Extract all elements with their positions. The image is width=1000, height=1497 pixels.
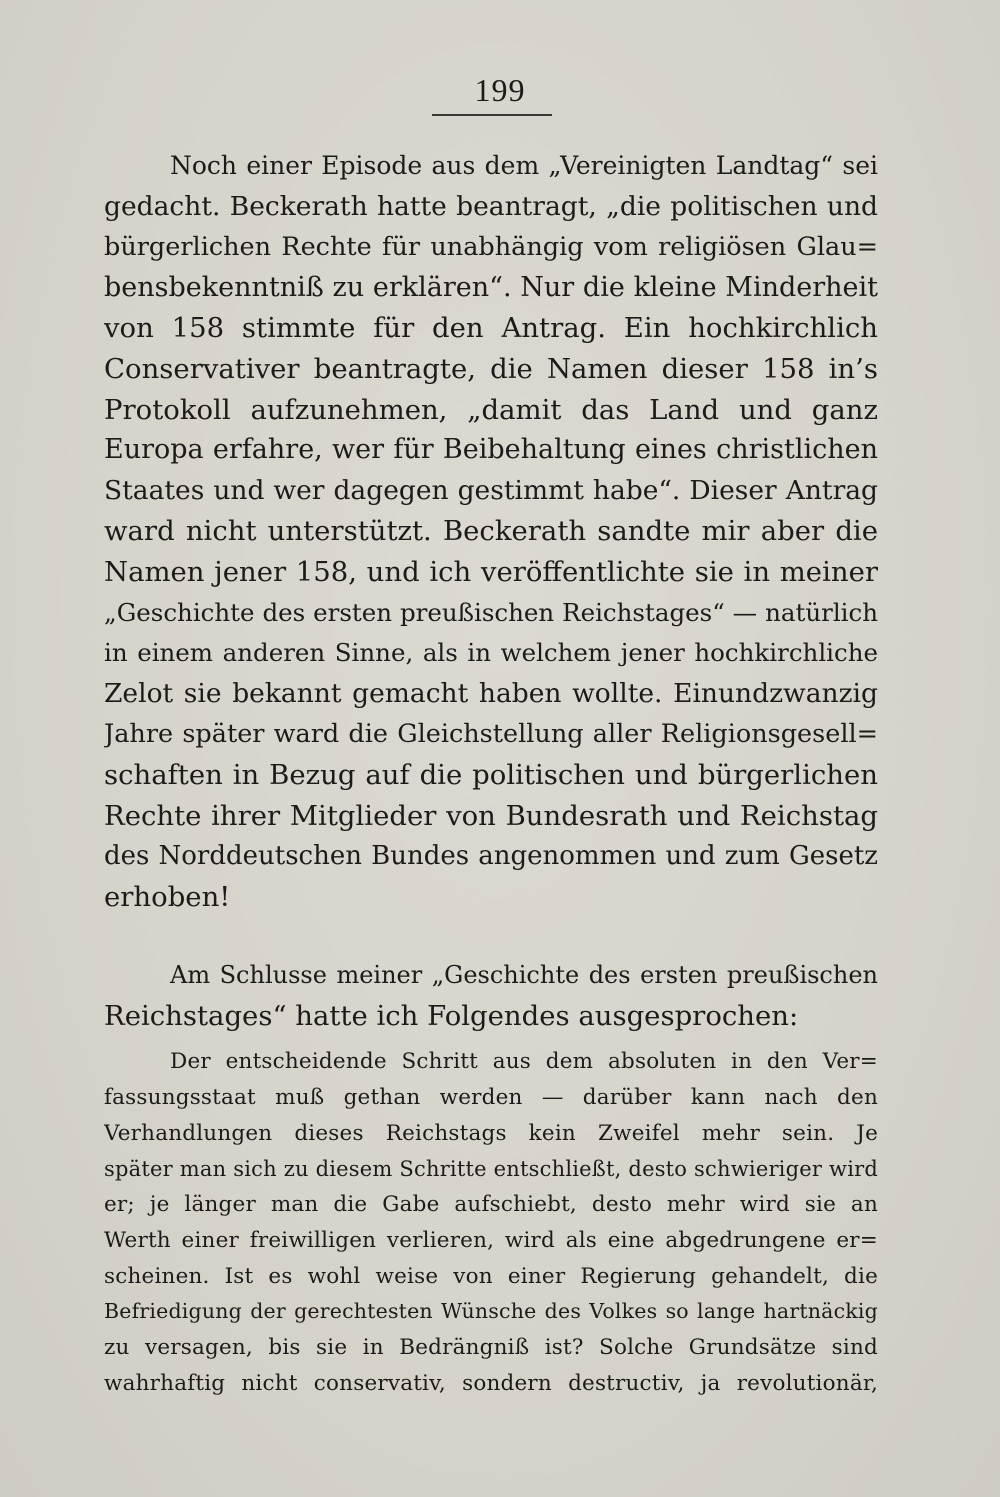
text-line: Am Schlusse meiner „Geschichte des ersten preußischen (170, 961, 878, 990)
text-line: Protokoll aufzunehmen, „damit das Land und ganz (104, 393, 878, 426)
quote-line: fassungsstaat muß gethan werden — darüber kann nach den (104, 1085, 878, 1111)
text-line: Namen jener 158, und ich veröffentlichte sie in meiner (104, 555, 878, 588)
text-line: „Geschichte des ersten preußischen Reichstages“ — natürlich (104, 597, 878, 627)
text-line: des Norddeutschen Bundes angenommen und zum Gesetz (104, 841, 878, 872)
text-line: in einem anderen Sinne, als in welchem jener hochkirchliche (104, 638, 878, 668)
quote-line: scheinen. Ist es wohl weise von einer Regierung gehandelt, die (104, 1263, 878, 1289)
text-line: bürgerlichen Rechte für unabhängig vom religiösen Glau= (104, 232, 878, 263)
text-line: von 158 stimmte für den Antrag. Ein hochkirchlich (104, 312, 878, 345)
text-line: Noch einer Episode aus dem „Vereinigten Landtag“ sei (170, 151, 878, 180)
quote-line: er; je länger man die Gabe aufschiebt, desto mehr wird sie an (104, 1192, 878, 1218)
paragraph-gap (104, 917, 878, 955)
quote-line: Verhandlungen dieses Reichstags kein Zweifel mehr sein. Je (104, 1120, 878, 1146)
quote-line: später man sich zu diesem Schritte entschließt, desto schwieriger wird (104, 1156, 878, 1181)
text-line: Europa erfahre, wer für Beibehaltung eines christlichen (104, 434, 878, 466)
text-line: Staates und wer dagegen gestimmt habe“. Dieser Antrag (104, 474, 878, 506)
text-line: schaften in Bezug auf die politischen und bürgerlichen (104, 758, 878, 791)
header-rule (432, 114, 552, 116)
quote-line: Befriedigung der gerechtesten Wünsche des Volkes so lange hartnäckig (104, 1299, 878, 1324)
text-line: Rechte ihrer Mitglieder von Bundesrath und Reichstag (104, 799, 878, 832)
quotation-block (104, 1044, 878, 1401)
quote-line: Der entscheidende Schritt aus dem absoluten in den Ver= (170, 1049, 878, 1075)
body-text (104, 146, 878, 1401)
text-line: Reichstages“ hatte ich Folgendes ausgesprochen: (104, 999, 799, 1032)
text-line: gedacht. Beckerath hatte beantragt, „die politischen und (104, 190, 878, 222)
page-number: 199 (474, 72, 526, 108)
quote-line: Werth einer freiwilligen verlieren, wird als eine abgedrungene er= (104, 1227, 878, 1253)
text-line: Conservativer beantragte, die Namen dieser 158 in’s (104, 352, 878, 385)
quote-line: wahrhaftig nicht conservativ, sondern destructiv, ja revolutionär, (104, 1370, 878, 1396)
text-line: bensbekenntniß zu erklären“. Nur die kleine Minderheit (104, 271, 878, 303)
text-line: ward nicht unterstützt. Beckerath sandte mir aber die (104, 515, 878, 548)
quote-line: zu versagen, bis sie in Bedrängniß ist? Solche Grundsätze sind (104, 1334, 878, 1360)
paragraph-2 (104, 955, 878, 1036)
text-line: Zelot sie bekannt gemacht haben wollte. Einundzwanzig (104, 677, 878, 709)
text-line: erhoben! (104, 880, 231, 913)
paragraph-1 (104, 146, 878, 917)
text-line: Jahre später ward die Gleichstellung aller Religionsgesell= (104, 719, 878, 750)
